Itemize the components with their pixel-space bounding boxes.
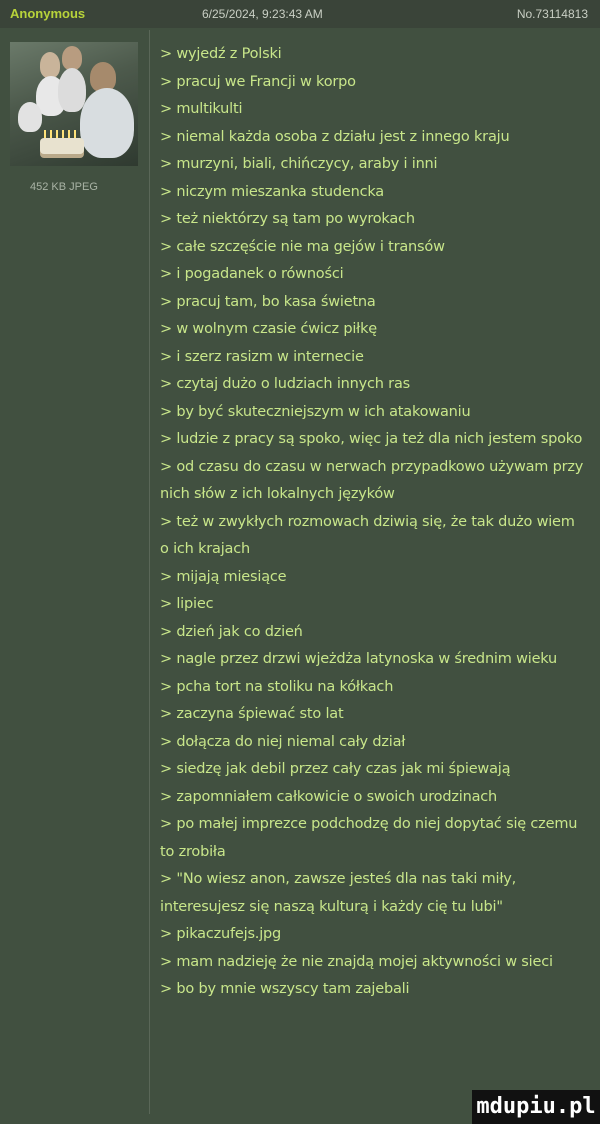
greentext-line: > murzyni, biali, chińczycy, araby i inni <box>160 156 438 172</box>
greentext-line: > pracuj we Francji w korpo <box>160 73 356 90</box>
greentext-line: > całe szczęście nie ma gejów i transów <box>160 238 445 255</box>
greentext-line: > by być skuteczniejszym w ich atakowaniu <box>160 403 471 420</box>
greentext-line: > bo by mnie wszyscy tam zajebali <box>160 981 410 997</box>
post-image-thumbnail[interactable] <box>10 42 138 166</box>
greentext-line: > mam nadzieję że nie znajdą mojej aktywności w sieci <box>160 953 553 970</box>
greentext-line: > i szerz rasizm w internecie <box>160 348 364 365</box>
post-body <box>160 41 584 1004</box>
greentext-line: > niczym mieszanka studencka <box>160 183 384 200</box>
file-info: 452 KB JPEG <box>30 181 98 193</box>
greentext-line: > mijają miesiące <box>160 568 287 585</box>
greentext-line: > od czasu do czasu w nerwach przypadkowo używam przy nich słów z ich lokalnych języków <box>160 458 584 502</box>
cake-graphic <box>40 138 84 154</box>
greentext-line: > lipiec <box>160 596 214 612</box>
greentext-line: > zaczyna śpiewać sto lat <box>160 706 344 722</box>
greentext-line: > dołącza do niej niemal cały dział <box>160 733 406 750</box>
greentext-line: > "No wiesz anon, zawsze jesteś dla nas taki miły, interesujesz się naszą kulturą i każdy cię tu lubi" <box>160 871 517 915</box>
greentext-line: > multikulti <box>160 101 243 117</box>
greentext-line: > pcha tort na stoliku na kółkach <box>160 678 394 695</box>
greentext-line: > zapomniałem całkowicie o swoich urodzinach <box>160 788 498 805</box>
greentext-line: > po małej imprezce podchodzę do niej dopytać się czemu to zrobiła <box>160 816 578 860</box>
greentext-line: > czytaj dużo o ludziach innych ras <box>160 376 410 392</box>
greentext-line: > też niektórzy są tam po wyrokach <box>160 211 415 227</box>
divider <box>149 30 150 1114</box>
post-number[interactable]: No.73114813 <box>516 7 588 21</box>
site-watermark: mdupiu.pl <box>472 1090 600 1124</box>
post-header <box>0 0 600 28</box>
greentext-line: > i pogadanek o równości <box>160 266 344 282</box>
greentext-line: > nagle przez drzwi wjeżdża latynoska w średnim wieku <box>160 651 558 667</box>
greentext-line: > siedzę jak debil przez cały czas jak mi śpiewają <box>160 761 511 777</box>
greentext-line: > w wolnym czasie ćwicz piłkę <box>160 321 377 337</box>
greentext-line: > też w zwykłych rozmowach dziwią się, że tak dużo wiem o ich krajach <box>160 513 575 557</box>
greentext-line: > pracuj tam, bo kasa świetna <box>160 293 376 310</box>
post-datetime: 6/25/2024, 9:23:43 AM <box>202 7 323 21</box>
poster-name: Anonymous <box>10 6 86 21</box>
greentext-line: > wyjedź z Polski <box>160 46 282 62</box>
greentext-line: > niemal każda osoba z działu jest z innego kraju <box>160 128 510 145</box>
greentext-line: > dzień jak co dzień <box>160 623 303 640</box>
greentext-line: > pikaczufejs.jpg <box>160 926 282 942</box>
greentext-line: > ludzie z pracy są spoko, więc ja też dla nich jestem spoko <box>160 431 583 447</box>
